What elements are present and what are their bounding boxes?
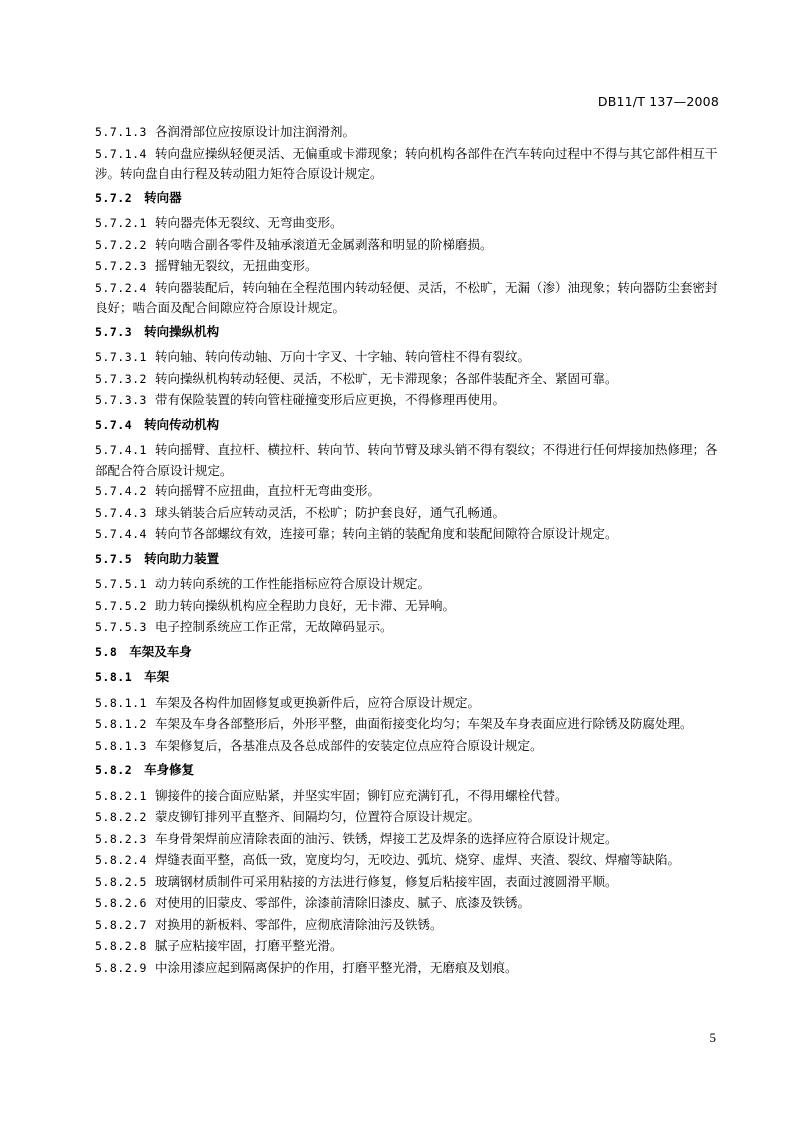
clause-text: 动力转向系统的工作性能指标应符合原设计规定。 (154, 576, 430, 591)
clause-text: 电子控制系统应工作正常，无故障码显示。 (154, 619, 393, 634)
clause-number: 5.7.4.3 (95, 505, 147, 520)
clause-paragraph (95, 574, 720, 595)
clause-text: 转向摇臂不应扭曲，直拉杆无弯曲变形。 (154, 483, 380, 498)
clause-number: 5.8 (95, 644, 118, 659)
clause-paragraph (95, 807, 720, 828)
clause-text: 车身修复 (144, 762, 195, 777)
clause-text: 焊缝表面平整，高低一致，宽度均匀，无咬边、弧坑、烧穿、虚焊、夹渣、裂纹、焊瘤等缺陷。 (154, 852, 680, 867)
clause-number: 5.8.2.2 (95, 810, 147, 824)
clause-paragraph (95, 714, 720, 735)
clause-number: 5.8.1.1 (95, 695, 147, 710)
clause-text: 车架及车身 (129, 643, 192, 659)
clause-paragraph (95, 122, 720, 143)
clause-text: 球头销装合后应转动灵活，不松旷；防护套良好，通气孔畅通。 (154, 504, 505, 520)
clause-number: 5.7.1.3 (95, 125, 147, 139)
clause-text: 转向盘应操纵轻便灵活、无偏重或卡滞现象；转向机构各部件在汽车转向过程中不得与其它部件相互干涉。转向盘自由行程及转动阻力矩符合原设计规定。 (95, 145, 718, 181)
clause-text: 各润滑部位应按原设计加注润滑剂。 (154, 124, 355, 139)
clause-number: 5.8.1.3 (95, 738, 147, 753)
clause-number: 5.8.2.1 (95, 788, 147, 803)
section-heading (95, 188, 720, 209)
section-heading (95, 760, 720, 781)
clause-text: 转向啮合副各零件及轴承滚道无金属剥落和明显的阶梯磨损。 (154, 236, 493, 252)
clause-number: 5.7.4.1 (95, 443, 147, 457)
section-heading (95, 549, 720, 570)
clause-text: 摇臂轴无裂纹，无扭曲变形。 (154, 258, 318, 273)
section-heading (95, 642, 720, 663)
clause-number: 5.7.2.4 (95, 280, 147, 295)
clause-number: 5.8.1.2 (95, 717, 147, 731)
clause-paragraph (95, 693, 720, 714)
clause-text: 转向传动机构 (144, 416, 220, 432)
clause-number: 5.7.5 (95, 551, 133, 566)
clause-paragraph (95, 936, 720, 957)
clause-text: 车架 (144, 669, 170, 684)
clause-number: 5.7.4.2 (95, 484, 147, 498)
clause-text: 转向摇臂、直拉杆、横拉杆、转向节、转向节臂及球头销不得有裂纹；不得进行任何焊接加热修理；各部配合符合原设计规定。 (95, 442, 718, 478)
clause-text: 玻璃钢材质制件可采用粘接的方法进行修复，修复后粘接牢固，表面过渡圆滑平顺。 (154, 873, 618, 889)
page-number: 5 (709, 1030, 716, 1045)
clause-paragraph (95, 369, 720, 390)
clause-paragraph (95, 736, 720, 757)
clause-paragraph (95, 617, 720, 638)
clause-text: 转向轴、转向传动轴、万向十字叉、十字轴、转向管柱不得有裂纹。 (154, 349, 530, 364)
clause-paragraph (95, 278, 720, 318)
clause-paragraph (95, 503, 720, 524)
clause-number: 5.7.5.3 (95, 620, 147, 634)
clause-number: 5.8.2.6 (95, 896, 147, 910)
clause-number: 5.7.2.2 (95, 237, 147, 252)
section-heading (95, 667, 720, 688)
clause-number: 5.7.4 (95, 417, 133, 432)
clause-paragraph (95, 958, 720, 979)
clause-number: 5.7.3.3 (95, 393, 147, 407)
clause-text: 转向器 (144, 189, 182, 205)
clause-paragraph (95, 235, 720, 256)
clause-text: 腻子应粘接牢固，打磨平整光滑。 (154, 938, 343, 953)
clause-number: 5.7.5.2 (95, 598, 147, 613)
clause-number: 5.7.4.4 (95, 527, 147, 541)
clause-paragraph (95, 829, 720, 850)
clause-text: 车架及各构件加固修复或更换新件后，应符合原设计规定。 (154, 694, 480, 710)
clause-number: 5.7.1.4 (95, 146, 147, 161)
clause-paragraph (95, 213, 720, 234)
clause-number: 5.8.2 (95, 763, 133, 777)
clause-paragraph (95, 256, 720, 277)
clause-text: 对换用的新板料、零部件，应彻底清除油污及铁锈。 (154, 916, 443, 932)
clause-number: 5.7.5.1 (95, 577, 147, 591)
clause-text: 转向操纵机构转动轻便、灵活，不松旷，无卡滞现象；各部件装配齐全、紧固可靠。 (154, 370, 618, 386)
clause-number: 5.8.2.5 (95, 874, 147, 889)
section-heading (95, 322, 720, 343)
clause-paragraph (95, 347, 720, 368)
clause-number: 5.7.2 (95, 190, 133, 205)
clause-text: 助力转向操纵机构应全程助力良好，无卡滞、无异响。 (154, 597, 455, 613)
clause-paragraph (95, 144, 720, 184)
clause-paragraph (95, 390, 720, 411)
clause-text: 转向器装配后，转向轴在全程范围内转动轻便、灵活，不松旷，无漏（渗）油现象；转向器防尘套密封良好；啮合面及配合间隙应符合原设计规定。 (95, 279, 718, 315)
clause-number: 5.8.2.9 (95, 960, 147, 975)
clause-number: 5.7.2.1 (95, 216, 147, 230)
clause-number: 5.7.3.1 (95, 350, 147, 364)
clause-number: 5.7.3 (95, 324, 133, 339)
clause-text: 带有保险装置的转向管柱碰撞变形后应更换，不得修理再使用。 (154, 392, 505, 407)
clause-paragraph (95, 872, 720, 893)
clause-paragraph (95, 440, 720, 480)
clause-text: 车架及车身各部整形后，外形平整，曲面衔接变化均匀；车架及车身表面应进行除锈及防腐处理。 (154, 716, 693, 731)
clause-text: 蒙皮铆钉排列平直整齐、间隔均匀，位置符合原设计规定。 (154, 809, 480, 824)
document-body (95, 122, 720, 979)
clause-number: 5.8.2.4 (95, 853, 147, 867)
clause-paragraph (95, 596, 720, 617)
clause-number: 5.8.1 (95, 670, 133, 684)
clause-text: 车身骨架焊前应清除表面的油污、铁锈，焊接工艺及焊条的选择应符合原设计规定。 (154, 830, 618, 846)
clause-number: 5.8.2.3 (95, 831, 147, 846)
clause-paragraph (95, 850, 720, 871)
clause-text: 中涂用漆应起到隔离保护的作用，打磨平整光滑，无磨痕及划痕。 (154, 959, 518, 975)
clause-text: 对使用的旧蒙皮、零部件，涂漆前清除旧漆皮、腻子、底漆及铁锈。 (154, 895, 530, 910)
clause-text: 转向节各部螺纹有效，连接可靠；转向主销的装配角度和装配间隙符合原设计规定。 (154, 526, 618, 541)
clause-text: 铆接件的接合面应贴紧，并坚实牢固；铆钉应充满钉孔，不得用螺栓代替。 (154, 787, 568, 803)
clause-text: 转向器壳体无裂纹、无弯曲变形。 (154, 215, 343, 230)
clause-number: 5.7.2.3 (95, 259, 147, 273)
clause-paragraph (95, 786, 720, 807)
clause-paragraph (95, 915, 720, 936)
clause-text: 转向助力装置 (144, 550, 220, 566)
clause-text: 转向操纵机构 (144, 323, 220, 339)
clause-number: 5.8.2.8 (95, 939, 147, 953)
clause-number: 5.8.2.7 (95, 917, 147, 932)
document-header: DB11/T 137—2008 (597, 94, 719, 109)
clause-text: 车架修复后，各基准点及各总成部件的安装定位点应符合原设计规定。 (154, 737, 543, 753)
clause-paragraph (95, 481, 720, 502)
clause-number: 5.7.3.2 (95, 371, 147, 386)
clause-paragraph (95, 524, 720, 545)
section-heading (95, 415, 720, 436)
clause-paragraph (95, 893, 720, 914)
